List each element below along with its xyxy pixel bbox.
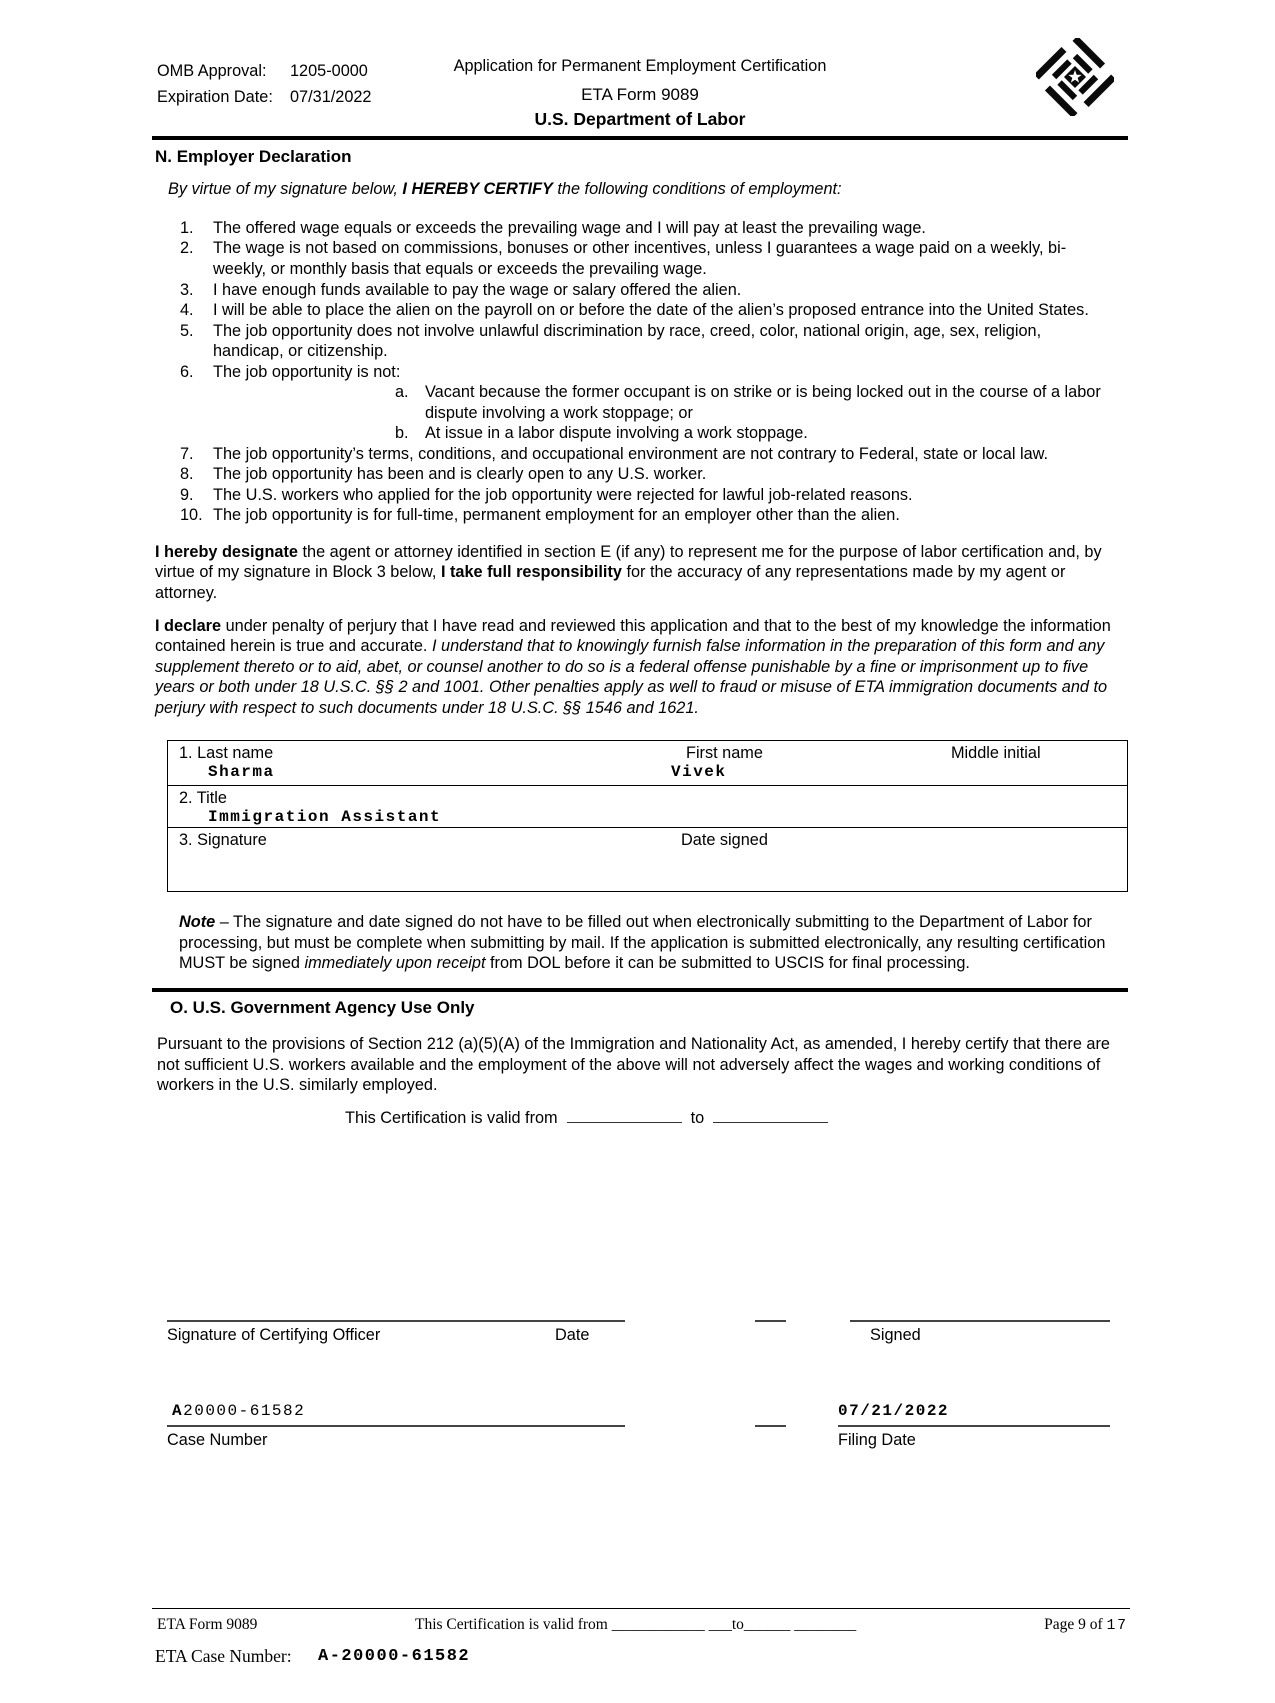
certify-intro-prefix: By virtue of my signature below, <box>168 180 403 199</box>
item-number: 2. <box>180 239 194 258</box>
item-text: The wage is not based on commissions, bonuses or other incentives, unless I guarantees a wage paid on a weekly, bi-weekly, or monthly basis that equals or exceeds the prevailing wage. <box>213 239 1067 278</box>
date-signed-label: Date signed <box>681 831 768 850</box>
page-footer <box>0 1608 1275 1648</box>
form-title-block <box>360 56 920 130</box>
omb-approval-value: 1205-0000 <box>290 62 368 80</box>
item-text: The job opportunity has been and is clearly open to any U.S. worker. <box>213 465 707 484</box>
item-text: The U.S. workers who applied for the job opportunity were rejected for lawful job-related reasons. <box>213 485 913 504</box>
first-name-value: Vivek <box>671 763 727 782</box>
omb-approval-label: OMB Approval: <box>157 62 267 80</box>
declaration-list <box>155 218 1128 526</box>
declaration-item-1 <box>180 218 1128 239</box>
item-text: Vacant because the former occupant is on strike or is being locked out in the course of a labor dispute involving a work stoppage; or <box>425 383 1101 422</box>
footer-valid-text: This Certification is valid from ____________ ___to______ ________ <box>415 1616 857 1633</box>
valid-from-text: This Certification is valid from <box>345 1108 558 1127</box>
dol-logo-icon <box>1036 38 1114 116</box>
officer-signature-line <box>167 1320 625 1322</box>
declare-paragraph <box>155 616 1120 719</box>
certification-valid-line <box>345 1108 1128 1129</box>
declaration-item-4 <box>180 300 1128 321</box>
item-number: 4. <box>180 301 194 320</box>
eta-case-value: A-20000-61582 <box>318 1647 471 1666</box>
middle-dash-line-2 <box>755 1425 786 1427</box>
note-paragraph <box>179 912 1129 974</box>
item-text: The job opportunity does not involve unlawful discrimination by race, creed, color, national origin, age, sex, religion, handicap, or citizenship. <box>213 321 1042 361</box>
declaration-item-7 <box>180 444 1128 465</box>
form-header <box>155 52 1128 136</box>
item-6-lead: The job opportunity is not: <box>213 362 401 381</box>
case-number-value <box>172 1401 305 1421</box>
certify-intro-suffix: the following conditions of employment: <box>552 180 842 199</box>
declaration-item-5 <box>180 321 1128 362</box>
table-row-signature <box>168 827 1127 891</box>
eta-case-label: ETA Case Number: <box>155 1646 292 1666</box>
section-o-divider <box>152 988 1128 992</box>
item-number: 5. <box>180 321 194 340</box>
item-number: 10. <box>180 506 203 525</box>
first-name-label: First name <box>686 744 763 763</box>
form-content <box>155 52 1128 1128</box>
footer-page-indicator <box>1044 1615 1128 1635</box>
certifying-officer-label: Signature of Certifying Officer <box>167 1326 381 1344</box>
certifying-officer-block <box>0 1305 1275 1365</box>
item-number: 6. <box>180 362 194 381</box>
item-text: I have enough funds available to pay the wage or salary offered the alien. <box>213 280 742 299</box>
pursuant-paragraph: Pursuant to the provisions of Section 212 (a)(5)(A) of the Immigration and Nationality Act, as amended, I hereby certify that there are not sufficient U.S. workers available and the employment of the above will not adversely affect the wages and working conditions of workers in the U.S. similarly employed. <box>157 1035 1110 1095</box>
designate-mid: the agent or attorney identified in section E (if any) to represent me for the purpose of labor certification and, by virtue of my signature in Block 3 below, <box>155 542 1102 582</box>
table-row-title <box>168 785 1127 827</box>
designate-bold-1: I hereby designate <box>155 542 298 561</box>
designate-paragraph <box>155 542 1115 604</box>
declaration-item-10 <box>180 505 1128 526</box>
declaration-item-8 <box>180 464 1128 485</box>
form-agency: U.S. Department of Labor <box>534 108 746 129</box>
last-name-value: Sharma <box>208 763 275 782</box>
item-number: 8. <box>180 465 194 484</box>
item-number: 7. <box>180 444 194 463</box>
form-title: Application for Permanent Employment Certification <box>453 57 827 75</box>
declaration-item-6b <box>395 423 1108 444</box>
item-letter: a. <box>395 383 409 402</box>
valid-from-blank <box>567 1108 682 1123</box>
title-label: 2. Title <box>179 789 227 808</box>
item-text: The job opportunity’s terms, conditions, and occupational environment are not contrary to Federal, state or local law. <box>213 444 1049 463</box>
item-letter: b. <box>395 424 409 443</box>
declaration-item-3 <box>180 280 1128 301</box>
last-name-label: 1. Last name <box>179 744 274 763</box>
valid-to-blank <box>713 1108 828 1123</box>
case-number-rest: 20000-61582 <box>183 1402 306 1420</box>
item-number: 1. <box>180 218 194 237</box>
item-text <box>213 362 1108 444</box>
filing-date-value: 07/21/2022 <box>838 1402 950 1420</box>
certify-intro-bold: I HEREBY CERTIFY <box>402 180 553 199</box>
date-label: Date <box>555 1326 590 1344</box>
signature-label: 3. Signature <box>179 831 267 850</box>
item-text: At issue in a labor dispute involving a work stoppage. <box>425 424 808 443</box>
eta-form-9089-page <box>0 52 1275 1703</box>
case-number-line <box>167 1425 625 1427</box>
header-divider <box>152 136 1128 140</box>
note-text-1: – The signature and date signed do not have to be filled out when electronically submitting to the Department of Labor for processing, but must be complete when submitting by mail. If the application is submitted electronically, any resulting certification MUST be signed <box>179 913 1106 973</box>
filing-date-line <box>838 1425 1110 1427</box>
designate-end: for the accuracy of any representations made by my agent or attorney. <box>155 563 1066 602</box>
form-number: ETA Form 9089 <box>581 84 699 104</box>
footer-form-name: ETA Form 9089 <box>157 1616 258 1633</box>
table-row-name <box>168 741 1127 785</box>
signed-label: Signed <box>870 1326 921 1344</box>
item-number: 9. <box>180 485 194 504</box>
section-o-heading: O. U.S. Government Agency Use Only <box>170 997 475 1017</box>
footer-page-number: 17 <box>1106 1618 1128 1634</box>
title-value: Immigration Assistant <box>208 808 442 827</box>
filing-date-label: Filing Date <box>838 1431 916 1449</box>
middle-initial-label: Middle initial <box>951 744 1041 763</box>
item-text: The offered wage equals or exceeds the prevailing wage and I will pay at least the prevailing wage. <box>213 218 926 237</box>
note-italic: immediately upon receipt <box>304 954 486 973</box>
footer-page-text: Page 9 of <box>1044 1616 1103 1633</box>
expiration-date-label: Expiration Date: <box>157 88 273 106</box>
declaration-item-6 <box>180 362 1128 444</box>
note-text-2: from DOL before it can be submitted to USCIS for final processing. <box>485 954 970 973</box>
footer-divider <box>152 1608 1130 1609</box>
name-table <box>167 740 1128 892</box>
middle-dash-line <box>755 1320 786 1322</box>
case-number-label: Case Number <box>167 1431 268 1449</box>
declare-plain: under penalty of perjury that I have read and reviewed this application and that to the best of my knowledge the information contained herein is true and accurate. <box>155 616 1111 656</box>
item-number: 3. <box>180 280 194 299</box>
section-n-heading: N. Employer Declaration <box>155 147 352 166</box>
certify-intro <box>168 179 1128 200</box>
item-text: The job opportunity is for full-time, permanent employment for an employer other than the alien. <box>213 506 900 525</box>
declaration-item-9 <box>180 485 1128 506</box>
declaration-item-2 <box>180 238 1128 279</box>
declare-bold: I declare <box>155 616 222 635</box>
signed-line <box>850 1320 1110 1322</box>
expiration-date-value: 07/31/2022 <box>290 88 372 106</box>
declare-italic: I understand that to knowingly furnish false information in the preparation of this form and any supplement thereto or to aid, abet, or counsel another to do so is a federal offense punishable by a fine or imprisonment up to five years or both under 18 U.S.C. §§ 2 and 1001. Other penalties apply as well to fraud or misuse of ETA immigration documents and to perjury with respect to such documents under 18 U.S.C. §§ 1546 and 1621. <box>155 637 1108 717</box>
note-word: Note <box>179 913 216 932</box>
case-number-block <box>0 1396 1275 1466</box>
declaration-item-6a <box>395 382 1108 423</box>
valid-to-text: to <box>690 1108 705 1127</box>
item-text: I will be able to place the alien on the payroll on or before the date of the alien’s proposed entrance into the United States. <box>213 301 1089 320</box>
case-number-prefix: A <box>172 1402 184 1420</box>
designate-bold-2: I take full responsibility <box>440 563 622 582</box>
omb-block <box>157 58 372 110</box>
